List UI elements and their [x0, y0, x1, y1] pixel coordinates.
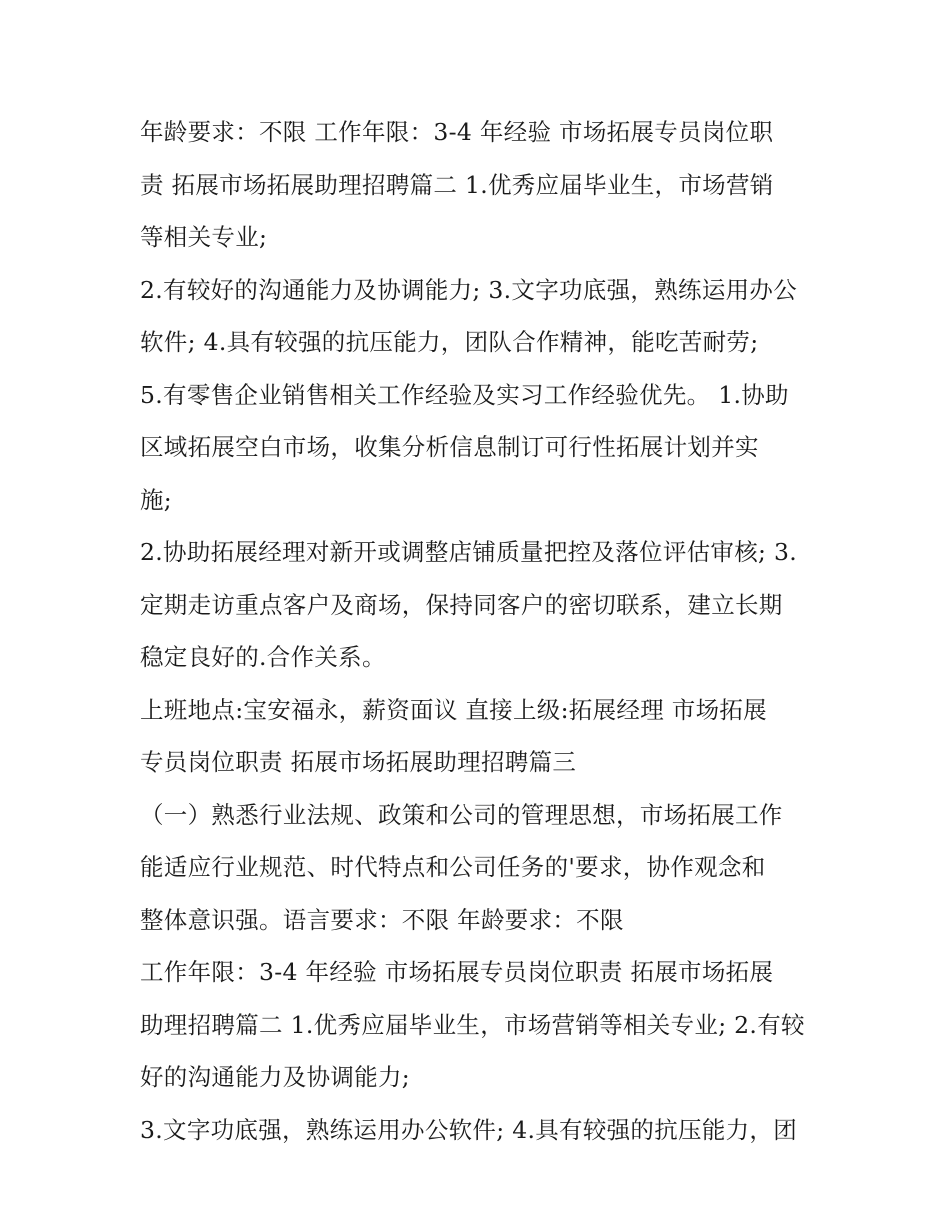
text-line: 区域拓展空白市场，收集分析信息制订可行性拓展计划并实	[140, 433, 759, 461]
text-line: 稳定良好的.合作关系。	[140, 643, 386, 671]
text-line: 能适应行业规范、时代特点和公司任务的'要求，协作观念和	[140, 853, 766, 881]
text-line: 2.协助拓展经理对新开或调整店铺质量把控及落位评估审核; 3.	[140, 538, 798, 566]
body-text	[140, 106, 815, 1156]
text-line: 工作年限：3-4 年经验 市场拓展专员岗位职责 拓展市场拓展	[140, 958, 774, 986]
text-line: 等相关专业;	[140, 223, 268, 251]
text-line: （一）熟悉行业法规、政策和公司的管理思想，市场拓展工作	[140, 800, 783, 829]
text-line: 年龄要求：不限 工作年限：3-4 年经验 市场拓展专员岗位职	[140, 118, 774, 146]
text-line: 定期走访重点客户及商场，保持同客户的密切联系，建立长期	[140, 590, 783, 619]
text-line: 责 拓展市场拓展助理招聘篇二 1.优秀应届毕业生，市场营销	[140, 170, 774, 199]
text-line: 助理招聘篇二 1.优秀应届毕业生，市场营销等相关专业; 2.有较	[140, 1010, 805, 1039]
text-line: 2.有较好的沟通能力及协调能力; 3.文字功底强，熟练运用办公	[140, 275, 798, 304]
text-line: 好的沟通能力及协调能力;	[140, 1063, 411, 1091]
text-line: 施;	[140, 485, 173, 514]
text-line: 3.文字功底强，熟练运用办公软件; 4.具有较强的抗压能力，团	[140, 1115, 798, 1144]
text-line: 整体意识强。语言要求：不限 年龄要求：不限	[140, 905, 624, 934]
text-line: 专员岗位职责 拓展市场拓展助理招聘篇三	[140, 748, 577, 776]
text-line: 上班地点:宝安福永，薪资面议 直接上级:拓展经理 市场拓展	[140, 695, 767, 724]
text-line: 软件; 4.具有较强的抗压能力，团队合作精神，能吃苦耐劳;	[140, 328, 759, 356]
text-line: 5.有零售企业销售相关工作经验及实习工作经验优先。 1.协助	[140, 380, 789, 409]
